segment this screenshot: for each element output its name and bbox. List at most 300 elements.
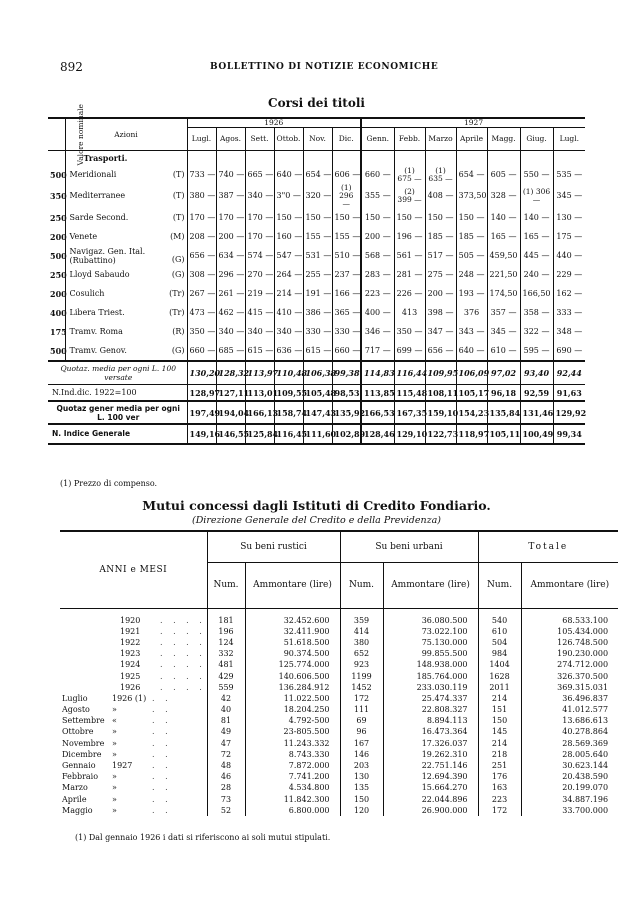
period-year: » [112,749,117,759]
face-value-cell [48,151,65,166]
count-cell: 163 [478,783,521,794]
amount-cell: 4.792-500 [245,716,340,727]
month-header: Giug. [520,128,553,151]
summary-value-cell: 99,34 [553,424,585,444]
count-cell: 214 [478,738,521,749]
price-cell: 531 — [303,246,332,265]
face-value-cell: 350 [50,191,67,201]
price-cell: 656 — [425,341,456,361]
count-cell: 42 [207,693,245,704]
empty-cell [520,151,553,166]
count-cell: 111 [340,705,383,716]
summary-row [48,361,585,385]
period-cell [60,794,207,805]
period-year: « [112,716,117,726]
period-year: 1926 (1) [112,693,147,703]
summary-label: Quotaz gener media per ogni L. 100 ver [48,401,187,424]
stock-name: Cosulich [69,288,105,298]
price-cell: 654 — [456,165,487,184]
amount-cell: 20.438.590 [521,772,618,783]
summary-value-cell: 149,16 [187,424,216,444]
rural-num-header: Num. [207,563,245,609]
group-header-row [60,531,618,563]
price-cell: 270 — [245,265,274,284]
price-cell: 386 — [303,303,332,322]
price-cell: 226 — [394,284,425,303]
price-cell: 733 — [187,165,216,184]
price-cell: 150 — [303,208,332,227]
empty-cell [487,151,520,166]
price-cell: 345 — [487,322,520,341]
amount-cell: 16.473.364 [383,727,478,738]
price-cell: 219 — [245,284,274,303]
amount-cell: 4.534.800 [245,783,340,794]
period-header: ANNI e MESI [60,531,207,609]
price-cell: 510 — [332,246,361,265]
summary-value-cell: 167,35 [394,401,425,424]
count-cell: 130 [340,772,383,783]
mortgage-row [60,671,618,682]
period-month: Novembre [62,738,105,748]
amount-cell: 41.012.577 [521,705,618,716]
month-header: Genn. [361,128,394,151]
exchange-tag: (T) [172,212,185,222]
count-cell: 559 [207,682,245,693]
price-cell: 185 — [425,227,456,246]
period-cell [60,738,207,749]
price-cell: 322 — [520,322,553,341]
price-cell: 229 — [553,265,585,284]
amount-cell: 13.686.613 [521,716,618,727]
price-cell: 654 — [303,165,332,184]
stock-name-cell [65,227,187,246]
mortgage-row [60,705,618,716]
period-leader-dots: . . [152,761,172,771]
count-cell: 429 [207,671,245,682]
amount-cell: 51.618.500 [245,637,340,648]
price-cell: 365 — [332,303,361,322]
count-cell: 176 [478,772,521,783]
period-cell [60,609,207,627]
price-cell: 160 — [274,227,303,246]
exchange-tag: (R) [172,326,185,336]
period-year: 1926 [120,682,141,692]
amount-cell: 8.743.330 [245,749,340,760]
exchange-tag: (T) [172,191,185,200]
price-cell: 699 — [394,341,425,361]
amount-cell: 11.022.500 [245,693,340,704]
period-leader-dots: . . . . [160,649,206,659]
price-cell: 196 — [394,227,425,246]
summary-value-cell: 130,20 [187,361,216,385]
month-header: Febb. [394,128,425,151]
rural-amount-header: Ammontare (lire) [245,563,340,609]
empty-cell [216,151,245,166]
amount-cell: 73.022.100 [383,626,478,637]
count-cell: 52 [207,805,245,816]
amount-cell: 32.452.600 [245,609,340,627]
price-cell: 640 — [274,165,303,184]
price-cell: 3"0 — [274,184,303,208]
total-num-header: Num. [478,563,521,609]
price-cell: 328 — [487,184,520,208]
summary-value-cell: 106,38 [303,361,332,385]
journal-title: BOLLETTINO DI NOTIZIE ECONOMICHE [210,62,439,72]
count-cell: 540 [478,609,521,627]
period-month: Agosto [62,705,90,715]
exchange-tag: (G) [171,254,185,264]
mortgage-row [60,693,618,704]
summary-label: N. Indice Generale [48,424,187,444]
summary-value-cell: 98,53 [332,385,361,402]
summary-value-cell: 135,92 [332,401,361,424]
face-value-cell: 200 [50,288,67,299]
summary-value-cell: 92,44 [553,361,585,385]
period-leader-dots: . . [152,705,172,715]
stock-name-cell [65,246,187,265]
exchange-tag: (T) [172,169,185,179]
period-leader-dots: . . . . [160,682,206,692]
summary-value-cell: 166,13 [245,401,274,424]
count-cell: 181 [207,609,245,627]
period-cell [60,727,207,738]
amount-cell: 148.938.000 [383,660,478,671]
month-header: Lugl. [553,128,585,151]
summary-value-cell: 105,48 [303,385,332,402]
amount-cell: 185.764.000 [383,671,478,682]
period-year: » [112,727,117,737]
price-cell: 473 — [187,303,216,322]
price-cell: 350 — [394,322,425,341]
price-cell: 348 — [553,322,585,341]
price-cell: 561 — [394,246,425,265]
price-cell: 150 — [274,208,303,227]
price-cell: 264 — [274,265,303,284]
price-cell: 162 — [553,284,585,303]
period-cell [60,705,207,716]
count-cell: 218 [478,749,521,760]
count-cell: 203 [340,760,383,771]
mortgage-row [60,794,618,805]
summary-row [48,424,585,444]
price-cell: 373,50 [456,184,487,208]
amount-cell: 32.411.900 [245,626,340,637]
price-cell: 440 — [553,246,585,265]
period-month: Marzo [62,783,88,793]
price-cell: 150 — [394,208,425,227]
count-cell: 2011 [478,682,521,693]
amount-cell: 125.774.000 [245,660,340,671]
count-cell: 923 [340,660,383,671]
month-header: Ottob. [274,128,303,151]
price-cell: 296 — [216,265,245,284]
shares-header: Azioni [65,118,187,151]
amount-cell: 12.694.390 [383,772,478,783]
count-cell: 1199 [340,671,383,682]
price-cell: 320 — [303,184,332,208]
count-cell: 251 [478,760,521,771]
stock-row [48,341,585,361]
price-cell: 413 [394,303,425,322]
empty-cell [187,151,216,166]
price-cell: 174,50 [487,284,520,303]
amount-cell: 326.370.500 [521,671,618,682]
price-cell: 170 — [245,227,274,246]
summary-value-cell: 147,43 [303,401,332,424]
amount-cell: 15.664.270 [383,783,478,794]
amount-cell: 369.315.031 [521,682,618,693]
price-cell: 165 — [487,227,520,246]
mortgage-row [60,772,618,783]
price-cell: 387 — [216,184,245,208]
price-cell: 660 — [332,341,361,361]
price-cell: 415 — [245,303,274,322]
price-cell: 170 — [187,208,216,227]
stock-name-cell [65,322,187,341]
price-cell: 462 — [216,303,245,322]
month-header: Nov. [303,128,332,151]
price-cell: 398 — [425,303,456,322]
price-cell: 150 — [361,208,394,227]
mortgage-row [60,637,618,648]
count-cell: 49 [207,727,245,738]
price-cell: 605 — [487,165,520,184]
period-leader-dots: . . . . [160,626,206,636]
price-cell: 170 — [245,208,274,227]
stock-row [48,265,585,284]
count-cell: 72 [207,749,245,760]
amount-cell: 90.374.500 [245,649,340,660]
period-cell [60,805,207,816]
price-cell: 237 — [332,265,361,284]
price-cell: 267 — [187,284,216,303]
price-cell: 175 — [553,227,585,246]
summary-value-cell: 146,55 [216,424,245,444]
price-cell: 170 — [216,208,245,227]
count-cell: 120 [340,805,383,816]
price-cell: 615 — [303,341,332,361]
period-year: 1920 [120,615,141,625]
stock-row [48,227,585,246]
period-leader-dots: . . . . [160,615,206,625]
price-cell: 355 — [361,184,394,208]
amount-cell: 233.030.119 [383,682,478,693]
stock-name-cell [65,165,187,184]
summary-value-cell: 116,45 [274,424,303,444]
mortgage-row [60,649,618,660]
count-cell: 146 [340,749,383,760]
period-leader-dots: . . [152,716,172,726]
price-cell: 380 — [187,184,216,208]
summary-value-cell: 127,11 [216,385,245,402]
summary-value-cell: 128,46 [361,424,394,444]
stock-row [48,246,585,265]
count-cell: 48 [207,760,245,771]
empty-cell [332,151,361,166]
period-cell [60,783,207,794]
summary-value-cell: 113,85 [361,385,394,402]
page-header [60,60,585,76]
price-cell: 740 — [216,165,245,184]
amount-cell: 274.712.000 [521,660,618,671]
summary-value-cell: 110,48 [274,361,303,385]
count-cell: 652 [340,649,383,660]
section-title-corsi: Corsi dei titoli [268,96,365,110]
amount-cell: 7.872.000 [245,760,340,771]
summary-value-cell: 113,01 [245,385,274,402]
price-cell: 191 — [303,284,332,303]
count-cell: 1628 [478,671,521,682]
period-leader-dots: . . [152,727,172,737]
stock-name: Lloyd Sabaudo [69,269,130,279]
summary-value-cell: 129,92 [553,401,585,424]
count-cell: 145 [478,727,521,738]
summary-value-cell: 96,18 [487,385,520,402]
period-cell [60,693,207,704]
summary-value-cell: 92,59 [520,385,553,402]
price-cell: 595 — [520,341,553,361]
price-cell: 330 — [332,322,361,341]
price-cell: 660 — [361,165,394,184]
period-leader-dots: . . . . [160,637,206,647]
price-cell: 223 — [361,284,394,303]
period-year: » [112,805,117,815]
price-cell: 340 — [216,322,245,341]
summary-value-cell: 131,46 [520,401,553,424]
period-leader-dots: . . . . [160,671,206,681]
summary-value-cell: 194,04 [216,401,245,424]
summary-value-cell: 105,17 [456,385,487,402]
period-year: » [112,783,117,793]
summary-value-cell: 97,02 [487,361,520,385]
mortgage-row [60,760,618,771]
price-cell: (1) 635 — [425,165,456,184]
price-cell: 255 — [303,265,332,284]
price-cell: 140 — [520,208,553,227]
price-cell: 606 — [332,165,361,184]
year-header-row [48,118,585,128]
period-leader-dots: . . [152,749,172,759]
amount-cell: 11.842.300 [245,794,340,805]
price-cell: 155 — [303,227,332,246]
summary-value-cell: 154,23 [456,401,487,424]
exchange-tag: (Tr) [169,288,185,298]
mortgage-row [60,749,618,760]
summary-value-cell: 166,53 [361,401,394,424]
summary-value-cell: 106,09 [456,361,487,385]
summary-value-cell: 113,97 [245,361,274,385]
amount-cell: 105.434.000 [521,626,618,637]
count-cell: 81 [207,716,245,727]
amount-cell: 22.751.146 [383,760,478,771]
period-leader-dots: . . [152,738,172,748]
month-header: Magg. [487,128,520,151]
price-cell: 347 — [425,322,456,341]
group-row [48,151,585,166]
price-cell: (1) 306 — [520,184,553,208]
period-month: Aprile [62,794,87,804]
period-year: 1925 [120,671,141,681]
empty-cell [303,151,332,166]
amount-cell: 36.496.837 [521,693,618,704]
empty-cell [456,151,487,166]
empty-cell [394,151,425,166]
total-header: Totale [478,531,618,563]
count-cell: 172 [478,805,521,816]
period-year: » [112,705,117,715]
amount-cell: 22.044.896 [383,794,478,805]
amount-cell: 140.606.500 [245,671,340,682]
stock-row [48,208,585,227]
stock-name-cell [65,184,187,208]
price-cell: 221,50 [487,265,520,284]
count-cell: 172 [340,693,383,704]
price-cell: 165 — [520,227,553,246]
price-cell: 261 — [216,284,245,303]
exchange-tag: (M) [170,231,185,241]
mortgage-row [60,682,618,693]
period-month: Ottobre [62,727,94,737]
price-cell: 130 — [553,208,585,227]
summary-value-cell: 128,97 [187,385,216,402]
month-header: Sett. [245,128,274,151]
period-month: Settembre [62,716,105,726]
summary-row [48,401,585,424]
price-cell: 248 — [456,265,487,284]
face-value-cell: 500 [50,169,67,180]
stock-name-cell [65,303,187,322]
amount-cell: 22.808.327 [383,705,478,716]
summary-value-cell: 122,73 [425,424,456,444]
count-cell: 40 [207,705,245,716]
count-cell: 1404 [478,660,521,671]
price-cell: 615 — [245,341,274,361]
empty-cell [425,151,456,166]
total-amount-header: Ammontare (lire) [521,563,618,609]
section-title-mutui: Mutui concessi dagli Istituti di Credito Fondiario. [142,498,491,513]
price-cell: 283 — [361,265,394,284]
count-cell: 1452 [340,682,383,693]
mortgage-row [60,660,618,671]
period-year: 1921 [120,626,141,636]
summary-value-cell: 128,32 [216,361,245,385]
summary-value-cell: 158,74 [274,401,303,424]
month-header: Agos. [216,128,245,151]
amount-cell: 8.894.113 [383,716,478,727]
price-cell: 185 — [456,227,487,246]
section-subtitle-mutui: (Direzione Generale del Credito e della Previdenza) [191,515,442,526]
face-value-header: Valore nominale [48,118,65,151]
period-year: 1922 [120,637,141,647]
price-cell: 155 — [332,227,361,246]
price-cell: 200 — [216,227,245,246]
stock-row [48,322,585,341]
stock-name: Libera Triest. [69,307,125,317]
period-year: » [112,794,117,804]
period-year: 1927 [112,761,133,771]
price-cell: 568 — [361,246,394,265]
price-cell: 140 — [487,208,520,227]
count-cell: 46 [207,772,245,783]
count-cell: 380 [340,637,383,648]
summary-label: Quotaz. media per ogni L. 100 versate [48,361,187,385]
price-cell: 357 — [487,303,520,322]
price-cell: 574 — [245,246,274,265]
urban-header: Su beni urbani [340,531,478,563]
price-cell: 717 — [361,341,394,361]
stock-name: Tramv. Roma [69,326,123,336]
price-cell: 459,50 [487,246,520,265]
